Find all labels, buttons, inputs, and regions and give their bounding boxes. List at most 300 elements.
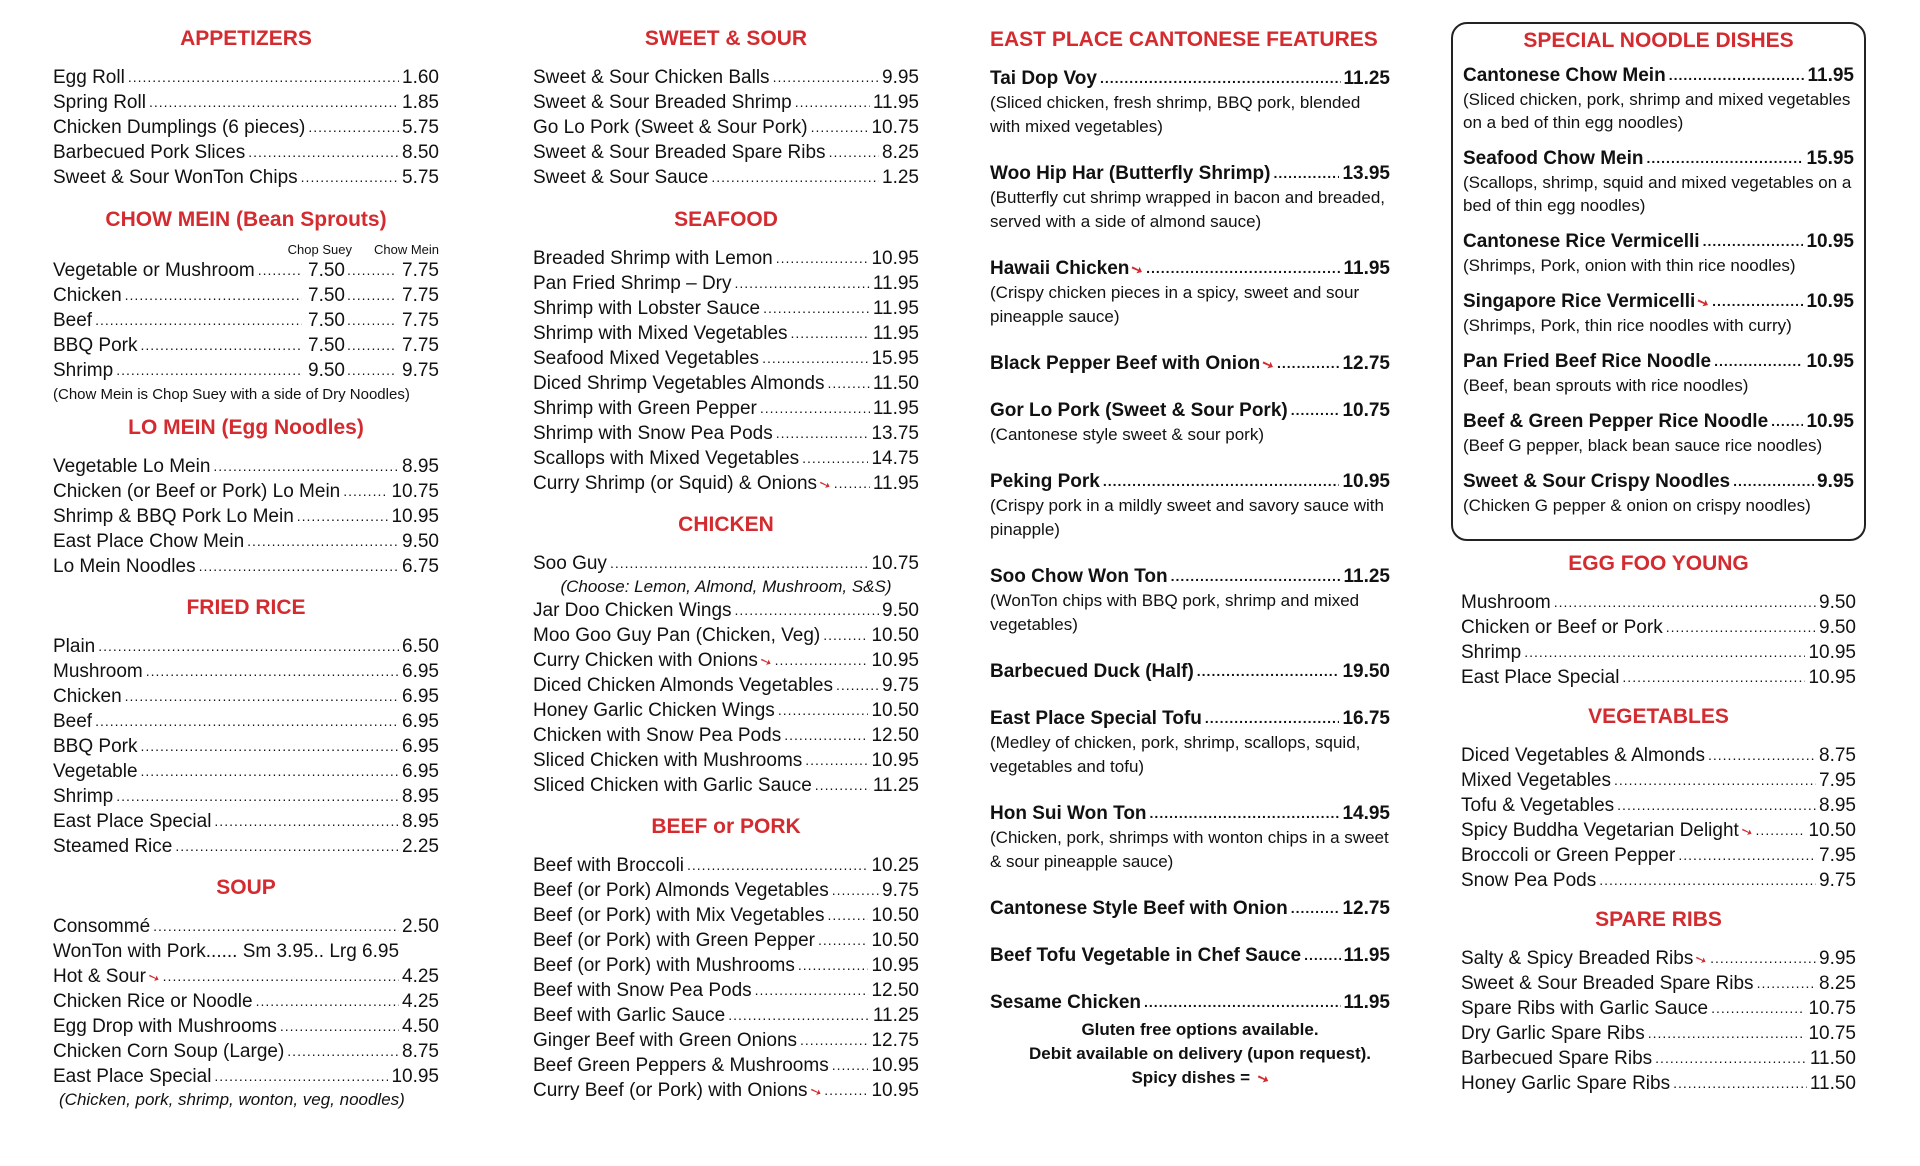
menu-item bbox=[1461, 743, 1856, 768]
item-price: 4.50 bbox=[402, 1016, 439, 1037]
leader-dots bbox=[795, 89, 870, 115]
menu-item bbox=[1461, 615, 1856, 640]
menu-item bbox=[53, 308, 439, 333]
item-description: (Medley of chicken, pork, shrimp, scallops, squid, vegetables and tofu) bbox=[990, 733, 1361, 776]
leader-dots bbox=[308, 114, 399, 140]
section-fried-rice bbox=[53, 595, 439, 859]
item-price: 10.95 bbox=[1806, 411, 1854, 432]
item-name: Salty & Spicy Breaded Ribs bbox=[1461, 948, 1694, 969]
chili-pepper-icon: ➘ bbox=[1694, 292, 1712, 312]
menu-item bbox=[53, 1039, 439, 1064]
section-title: EGG FOO YOUNG bbox=[1568, 552, 1749, 575]
item-price: 16.75 bbox=[1342, 708, 1390, 729]
item-name: Shrimp bbox=[53, 360, 114, 381]
leader-dots bbox=[1733, 468, 1814, 494]
menu-item bbox=[533, 903, 919, 928]
leader-dots bbox=[773, 64, 879, 90]
menu-item bbox=[990, 706, 1390, 731]
leader-dots bbox=[828, 370, 870, 396]
item-price: 11.95 bbox=[872, 323, 919, 344]
item-name: Seafood Mixed Vegetables bbox=[533, 348, 760, 369]
special-noodles-list bbox=[1453, 63, 1864, 517]
menu-item bbox=[533, 748, 919, 773]
leader-dots bbox=[834, 470, 870, 496]
item-name: Chicken or Beef or Pork bbox=[1461, 617, 1663, 638]
item-price: 10.95 bbox=[871, 750, 919, 771]
section-title: LO MEIN (Egg Noodles) bbox=[128, 416, 364, 439]
item-description: (Crispy chicken pieces in a spicy, sweet and sour pineapple sauce) bbox=[990, 283, 1360, 326]
leader-dots bbox=[1710, 945, 1816, 971]
item-price: 14.75 bbox=[871, 448, 919, 469]
noodle-item bbox=[1453, 349, 1864, 397]
leader-dots bbox=[214, 1063, 388, 1089]
menu-item bbox=[533, 773, 919, 798]
feature-item bbox=[990, 990, 1390, 1015]
menu-item bbox=[1461, 946, 1856, 971]
leader-dots bbox=[116, 357, 302, 383]
leader-dots bbox=[301, 164, 399, 190]
item-price: 11.25 bbox=[1343, 566, 1390, 587]
menu-item bbox=[533, 928, 919, 953]
menu-item bbox=[533, 90, 919, 115]
leader-dots bbox=[778, 697, 869, 723]
leader-dots bbox=[776, 245, 869, 271]
menu-item bbox=[990, 943, 1390, 968]
menu-item bbox=[533, 698, 919, 723]
item-price: 8.75 bbox=[1819, 745, 1856, 766]
column-header-chop-suey: Chop Suey bbox=[287, 242, 352, 257]
item-price: 10.95 bbox=[871, 955, 919, 976]
leader-dots bbox=[140, 733, 399, 759]
item-name: Chicken bbox=[53, 285, 122, 306]
item-price: 10.75 bbox=[1808, 998, 1856, 1019]
leader-dots bbox=[735, 270, 870, 296]
leader-dots bbox=[347, 257, 397, 283]
item-price: 9.75 bbox=[882, 675, 919, 696]
item-name: Ginger Beef with Green Onions bbox=[533, 1030, 798, 1051]
item-name: Vegetable bbox=[53, 761, 138, 782]
item-name: Hawaii Chicken bbox=[990, 258, 1130, 279]
item-description: (Sliced chicken, fresh shrimp, BBQ pork, blended with mixed vegetables) bbox=[990, 93, 1361, 136]
item-price: 10.95 bbox=[871, 1080, 919, 1101]
menu-item bbox=[53, 784, 439, 809]
item-price: 1.85 bbox=[402, 92, 439, 113]
item-price: 10.50 bbox=[1808, 820, 1856, 841]
item-price: 19.50 bbox=[1342, 661, 1390, 682]
section-title: CHOW MEIN (Bean Sprouts) bbox=[105, 208, 387, 231]
leader-dots bbox=[760, 395, 870, 421]
menu-item bbox=[53, 454, 439, 479]
item-price: 11.50 bbox=[1809, 1048, 1856, 1069]
leader-dots bbox=[755, 977, 869, 1003]
item-price: 10.95 bbox=[1806, 351, 1854, 372]
section-features bbox=[990, 27, 1390, 1015]
item-name: Shrimp with Green Pepper bbox=[533, 398, 757, 419]
item-name: Consommé bbox=[53, 916, 151, 937]
chow-mein-list bbox=[53, 258, 439, 383]
chili-pepper-icon: ➘ bbox=[1738, 821, 1755, 841]
item-price: 10.75 bbox=[871, 117, 919, 138]
feature-item bbox=[990, 256, 1390, 329]
item-price: 8.50 bbox=[402, 142, 439, 163]
item-name: East Place Special bbox=[53, 811, 212, 832]
section-title: BEEF or PORK bbox=[651, 815, 801, 838]
menu-footer bbox=[990, 1018, 1410, 1090]
leader-dots bbox=[287, 1038, 399, 1064]
menu-item bbox=[990, 659, 1390, 684]
menu-item bbox=[1463, 349, 1854, 374]
section-special-noodles bbox=[1451, 22, 1866, 541]
leader-dots bbox=[811, 114, 869, 140]
leader-dots bbox=[832, 877, 879, 903]
noodle-item bbox=[1453, 469, 1864, 517]
item-name: Beef (or Pork) Almonds Vegetables bbox=[533, 880, 829, 901]
leader-dots bbox=[1291, 397, 1340, 423]
menu-item bbox=[53, 759, 439, 784]
leader-dots bbox=[818, 927, 868, 953]
leader-dots bbox=[763, 295, 870, 321]
item-name: Breaded Shrimp with Lemon bbox=[533, 248, 773, 269]
leader-dots bbox=[256, 988, 399, 1014]
item-price: 7.95 bbox=[1819, 770, 1856, 791]
menu-item bbox=[533, 1078, 919, 1103]
item-price: 11.50 bbox=[1809, 1073, 1856, 1094]
item-price: 8.95 bbox=[1819, 795, 1856, 816]
leader-dots bbox=[815, 772, 870, 798]
feature-item bbox=[990, 469, 1390, 542]
leader-dots bbox=[1622, 664, 1805, 690]
item-name: Mixed Vegetables bbox=[1461, 770, 1611, 791]
item-name: Peking Pork bbox=[990, 471, 1100, 492]
chili-pepper-icon: ➘ bbox=[1128, 259, 1146, 279]
item-name: Moo Goo Guy Pan (Chicken, Veg) bbox=[533, 625, 821, 646]
item-name: East Place Special Tofu bbox=[990, 708, 1202, 729]
section-vegetables bbox=[1451, 704, 1866, 893]
item-name: Diced Vegetables & Almonds bbox=[1461, 745, 1705, 766]
item-price: 9.50 bbox=[402, 531, 439, 552]
item-description: (Shrimps, Pork, onion with thin rice noodles) bbox=[1463, 256, 1796, 275]
item-name: Sweet & Sour Breaded Spare Ribs bbox=[533, 142, 826, 163]
item-name: Beef with Snow Pea Pods bbox=[533, 980, 752, 1001]
section-soup bbox=[53, 875, 439, 1111]
leader-dots bbox=[805, 747, 868, 773]
item-price: 10.95 bbox=[1808, 642, 1856, 663]
chili-pepper-icon: ➘ bbox=[1692, 949, 1710, 969]
menu-item bbox=[1461, 640, 1856, 665]
item-description: (Chicken G pepper & onion on crispy noodles) bbox=[1463, 496, 1811, 515]
item-name: WonTon with Pork...... Sm 3.95.. Lrg 6.95 bbox=[53, 941, 400, 962]
menu-item bbox=[53, 914, 439, 939]
leader-dots bbox=[728, 1002, 870, 1028]
item-name: Tofu & Vegetables bbox=[1461, 795, 1615, 816]
menu-item bbox=[1463, 289, 1854, 314]
item-name: Barbecued Spare Ribs bbox=[1461, 1048, 1653, 1069]
leader-dots bbox=[735, 597, 879, 623]
item-description: (Beef, bean sprouts with rice noodles) bbox=[1463, 376, 1749, 395]
leader-dots bbox=[1711, 995, 1805, 1021]
item-name: Beef bbox=[53, 711, 93, 732]
menu-item bbox=[533, 296, 919, 321]
feature-item bbox=[990, 66, 1390, 139]
item-price: 6.95 bbox=[402, 736, 439, 757]
item-name: Soo Guy bbox=[533, 553, 607, 574]
item-description: (WonTon chips with BBQ pork, shrimp and mixed vegetables) bbox=[990, 591, 1360, 634]
leader-dots bbox=[832, 1052, 869, 1078]
menu-column-1 bbox=[53, 0, 439, 1111]
item-price: 10.95 bbox=[1342, 471, 1390, 492]
item-description: (Chicken, pork, shrimps with wonton chips in a sweet & sour pineapple sauce) bbox=[990, 828, 1389, 871]
item-name: Sweet & Sour Crispy Noodles bbox=[1463, 471, 1731, 492]
item-name: Sweet & Sour Breaded Spare Ribs bbox=[1461, 973, 1754, 994]
feature-item bbox=[990, 896, 1390, 921]
item-price: 9.95 bbox=[882, 67, 919, 88]
item-name: Go Lo Pork (Sweet & Sour Pork) bbox=[533, 117, 808, 138]
item-price: 6.50 bbox=[402, 636, 439, 657]
item-price: 11.25 bbox=[872, 775, 919, 796]
leader-dots bbox=[711, 164, 879, 190]
item-price: 11.95 bbox=[872, 298, 919, 319]
menu-item bbox=[53, 140, 439, 165]
menu-item bbox=[1461, 1046, 1856, 1071]
item-name: Curry Chicken with Onions bbox=[533, 650, 758, 671]
item-name: Black Pepper Beef with Onion bbox=[990, 353, 1261, 374]
chow-mein-price: 7.75 bbox=[402, 335, 439, 356]
feature-item bbox=[990, 659, 1390, 684]
leader-dots bbox=[213, 453, 399, 479]
leader-dots bbox=[687, 852, 868, 878]
menu-item bbox=[990, 469, 1390, 494]
leader-dots bbox=[1673, 1070, 1807, 1096]
menu-item bbox=[53, 834, 439, 859]
leader-dots bbox=[1647, 145, 1804, 171]
menu-item bbox=[990, 398, 1390, 423]
item-price: 11.95 bbox=[872, 92, 919, 113]
menu-item bbox=[53, 939, 439, 964]
item-name: Curry Beef (or Pork) with Onions bbox=[533, 1080, 808, 1101]
leader-dots bbox=[791, 320, 870, 346]
menu-item bbox=[533, 1053, 919, 1078]
chicken-note: (Choose: Lemon, Almond, Mushroom, S&S) bbox=[560, 577, 892, 596]
section-title: APPETIZERS bbox=[180, 27, 312, 50]
leader-dots bbox=[347, 332, 397, 358]
leader-dots bbox=[214, 808, 399, 834]
item-name: Sweet & Sour Sauce bbox=[533, 167, 709, 188]
item-name: Honey Garlic Chicken Wings bbox=[533, 700, 775, 721]
leader-dots bbox=[776, 420, 869, 446]
item-price: 8.95 bbox=[402, 456, 439, 477]
item-price: 10.95 bbox=[1808, 667, 1856, 688]
leader-dots bbox=[347, 307, 397, 333]
item-price: 9.95 bbox=[1819, 948, 1856, 969]
chili-pepper-icon: ➘ bbox=[1259, 354, 1277, 374]
item-name: Mushroom bbox=[53, 661, 143, 682]
leader-dots bbox=[153, 913, 399, 939]
item-price: 2.50 bbox=[402, 916, 439, 937]
item-name: Beef & Green Pepper Rice Noodle bbox=[1463, 411, 1769, 432]
menu-item bbox=[53, 709, 439, 734]
item-name: Chicken (or Beef or Pork) Lo Mein bbox=[53, 481, 341, 502]
item-name: Cantonese Rice Vermicelli bbox=[1463, 231, 1700, 252]
leader-dots bbox=[125, 282, 302, 308]
feature-item bbox=[990, 398, 1390, 447]
menu-item bbox=[533, 321, 919, 346]
leader-dots bbox=[141, 758, 399, 784]
menu-item bbox=[1463, 63, 1854, 88]
item-name: Chicken Rice or Noodle bbox=[53, 991, 253, 1012]
chow-mein-note: (Chow Mein is Chop Suey with a side of Dry Noodles) bbox=[53, 386, 410, 403]
leader-dots bbox=[775, 647, 869, 673]
item-name: Chicken Corn Soup (Large) bbox=[53, 1041, 285, 1062]
item-price: 11.95 bbox=[1343, 992, 1390, 1013]
menu-item bbox=[53, 964, 439, 989]
item-name: Curry Shrimp (or Squid) & Onions bbox=[533, 473, 818, 494]
debit-note: Debit available on delivery (upon request). bbox=[1029, 1044, 1371, 1063]
item-name: Sesame Chicken bbox=[990, 992, 1142, 1013]
item-name: Vegetable Lo Mein bbox=[53, 456, 211, 477]
item-price: 10.95 bbox=[871, 248, 919, 269]
menu-item bbox=[53, 165, 439, 190]
noodle-item bbox=[1453, 409, 1864, 457]
leader-dots bbox=[1304, 942, 1340, 968]
item-name: Dry Garlic Spare Ribs bbox=[1461, 1023, 1645, 1044]
leader-dots bbox=[1756, 817, 1806, 843]
item-name: Honey Garlic Spare Ribs bbox=[1461, 1073, 1671, 1094]
menu-item bbox=[990, 66, 1390, 91]
feature-item bbox=[990, 564, 1390, 637]
item-price: 11.95 bbox=[872, 273, 919, 294]
item-price: 10.25 bbox=[871, 855, 919, 876]
item-name: Tai Dop Voy bbox=[990, 68, 1097, 89]
item-price: 11.50 bbox=[872, 373, 919, 394]
item-price: 5.75 bbox=[402, 117, 439, 138]
item-price: 6.75 bbox=[402, 556, 439, 577]
item-price: 10.75 bbox=[1808, 1023, 1856, 1044]
leader-dots bbox=[258, 257, 302, 283]
item-price: 11.95 bbox=[872, 398, 919, 419]
menu-item bbox=[53, 1014, 439, 1039]
noodle-item bbox=[1453, 146, 1864, 217]
item-price: 15.95 bbox=[1806, 148, 1854, 169]
leader-dots bbox=[1669, 62, 1805, 88]
leader-dots bbox=[823, 622, 868, 648]
leader-dots bbox=[798, 952, 869, 978]
menu-item bbox=[533, 598, 919, 623]
item-price: 10.95 bbox=[391, 1066, 439, 1087]
item-price: 10.95 bbox=[391, 506, 439, 527]
menu-item bbox=[533, 140, 919, 165]
menu-item bbox=[533, 878, 919, 903]
leader-dots bbox=[347, 282, 397, 308]
menu-item bbox=[53, 554, 439, 579]
section-title: FRIED RICE bbox=[186, 596, 306, 619]
item-name: Sweet & Sour WonTon Chips bbox=[53, 167, 298, 188]
item-name: Pan Fried Shrimp – Dry bbox=[533, 273, 732, 294]
section-egg-foo-young bbox=[1451, 551, 1866, 690]
item-price: 8.95 bbox=[402, 811, 439, 832]
features-list bbox=[990, 66, 1390, 1015]
leader-dots bbox=[1757, 970, 1816, 996]
item-name: Mushroom bbox=[1461, 592, 1551, 613]
leader-dots bbox=[1273, 160, 1339, 186]
item-price: 9.95 bbox=[1817, 471, 1854, 492]
item-name: Shrimp bbox=[1461, 642, 1522, 663]
item-price: 10.75 bbox=[1342, 400, 1390, 421]
item-price: 6.95 bbox=[402, 761, 439, 782]
menu-item bbox=[1463, 146, 1854, 171]
item-price: 12.75 bbox=[871, 1030, 919, 1051]
item-price: 7.95 bbox=[1819, 845, 1856, 866]
item-name: Shrimp with Snow Pea Pods bbox=[533, 423, 773, 444]
section-beef-pork bbox=[533, 814, 919, 1103]
item-name: Sweet & Sour Breaded Shrimp bbox=[533, 92, 792, 113]
menu-item bbox=[1463, 229, 1854, 254]
section-lo-mein bbox=[53, 415, 439, 579]
leader-dots bbox=[1205, 705, 1340, 731]
leader-dots bbox=[1150, 800, 1340, 826]
item-name: Broccoli or Green Pepper bbox=[1461, 845, 1676, 866]
leader-dots bbox=[248, 139, 399, 165]
item-name: Beef bbox=[53, 310, 93, 331]
item-price: 10.95 bbox=[871, 1055, 919, 1076]
leader-dots bbox=[1617, 792, 1816, 818]
item-name: Spicy Buddha Vegetarian Delight bbox=[1461, 820, 1739, 841]
chop-suey-price: 7.50 bbox=[308, 285, 345, 306]
leader-dots bbox=[1524, 639, 1805, 665]
menu-item bbox=[990, 564, 1390, 589]
section-title: VEGETABLES bbox=[1588, 705, 1729, 728]
item-name: Beef with Garlic Sauce bbox=[533, 1005, 726, 1026]
leader-dots bbox=[1291, 895, 1340, 921]
menu-item bbox=[53, 734, 439, 759]
menu-item bbox=[1461, 1071, 1856, 1096]
item-name: Steamed Rice bbox=[53, 836, 173, 857]
menu-item bbox=[533, 271, 919, 296]
leader-dots bbox=[1708, 742, 1816, 768]
item-price: 6.95 bbox=[402, 686, 439, 707]
chop-suey-price: 7.50 bbox=[308, 310, 345, 331]
menu-item bbox=[1461, 843, 1856, 868]
menu-item bbox=[53, 634, 439, 659]
item-price: 12.50 bbox=[871, 980, 919, 1001]
feature-item bbox=[990, 161, 1390, 234]
leader-dots bbox=[125, 683, 399, 709]
leader-dots bbox=[95, 307, 302, 333]
leader-dots bbox=[829, 139, 879, 165]
item-name: Chicken Dumplings (6 pieces) bbox=[53, 117, 306, 138]
leader-dots bbox=[199, 553, 399, 579]
item-description: (Sliced chicken, pork, shrimp and mixed vegetables on a bed of thin egg noodles) bbox=[1463, 90, 1851, 132]
menu-item bbox=[1461, 590, 1856, 615]
leader-dots bbox=[175, 833, 399, 859]
menu-item bbox=[533, 246, 919, 271]
feature-item bbox=[990, 351, 1390, 376]
menu-item bbox=[533, 115, 919, 140]
chop-suey-price: 9.50 bbox=[308, 360, 345, 381]
leader-dots bbox=[610, 550, 869, 576]
menu-item bbox=[53, 258, 439, 283]
menu-item bbox=[990, 256, 1390, 281]
item-price: 9.50 bbox=[882, 600, 919, 621]
menu-item bbox=[533, 165, 919, 190]
item-price: 1.25 bbox=[882, 167, 919, 188]
leader-dots bbox=[1146, 255, 1340, 281]
item-name: Shrimp bbox=[53, 786, 114, 807]
item-description: (Shrimps, Pork, thin rice noodles with curry) bbox=[1463, 316, 1792, 335]
noodle-item bbox=[1453, 63, 1864, 134]
item-price: 12.50 bbox=[871, 725, 919, 746]
column-header-chow-mein: Chow Mein bbox=[373, 242, 439, 257]
item-name: Plain bbox=[53, 636, 96, 657]
